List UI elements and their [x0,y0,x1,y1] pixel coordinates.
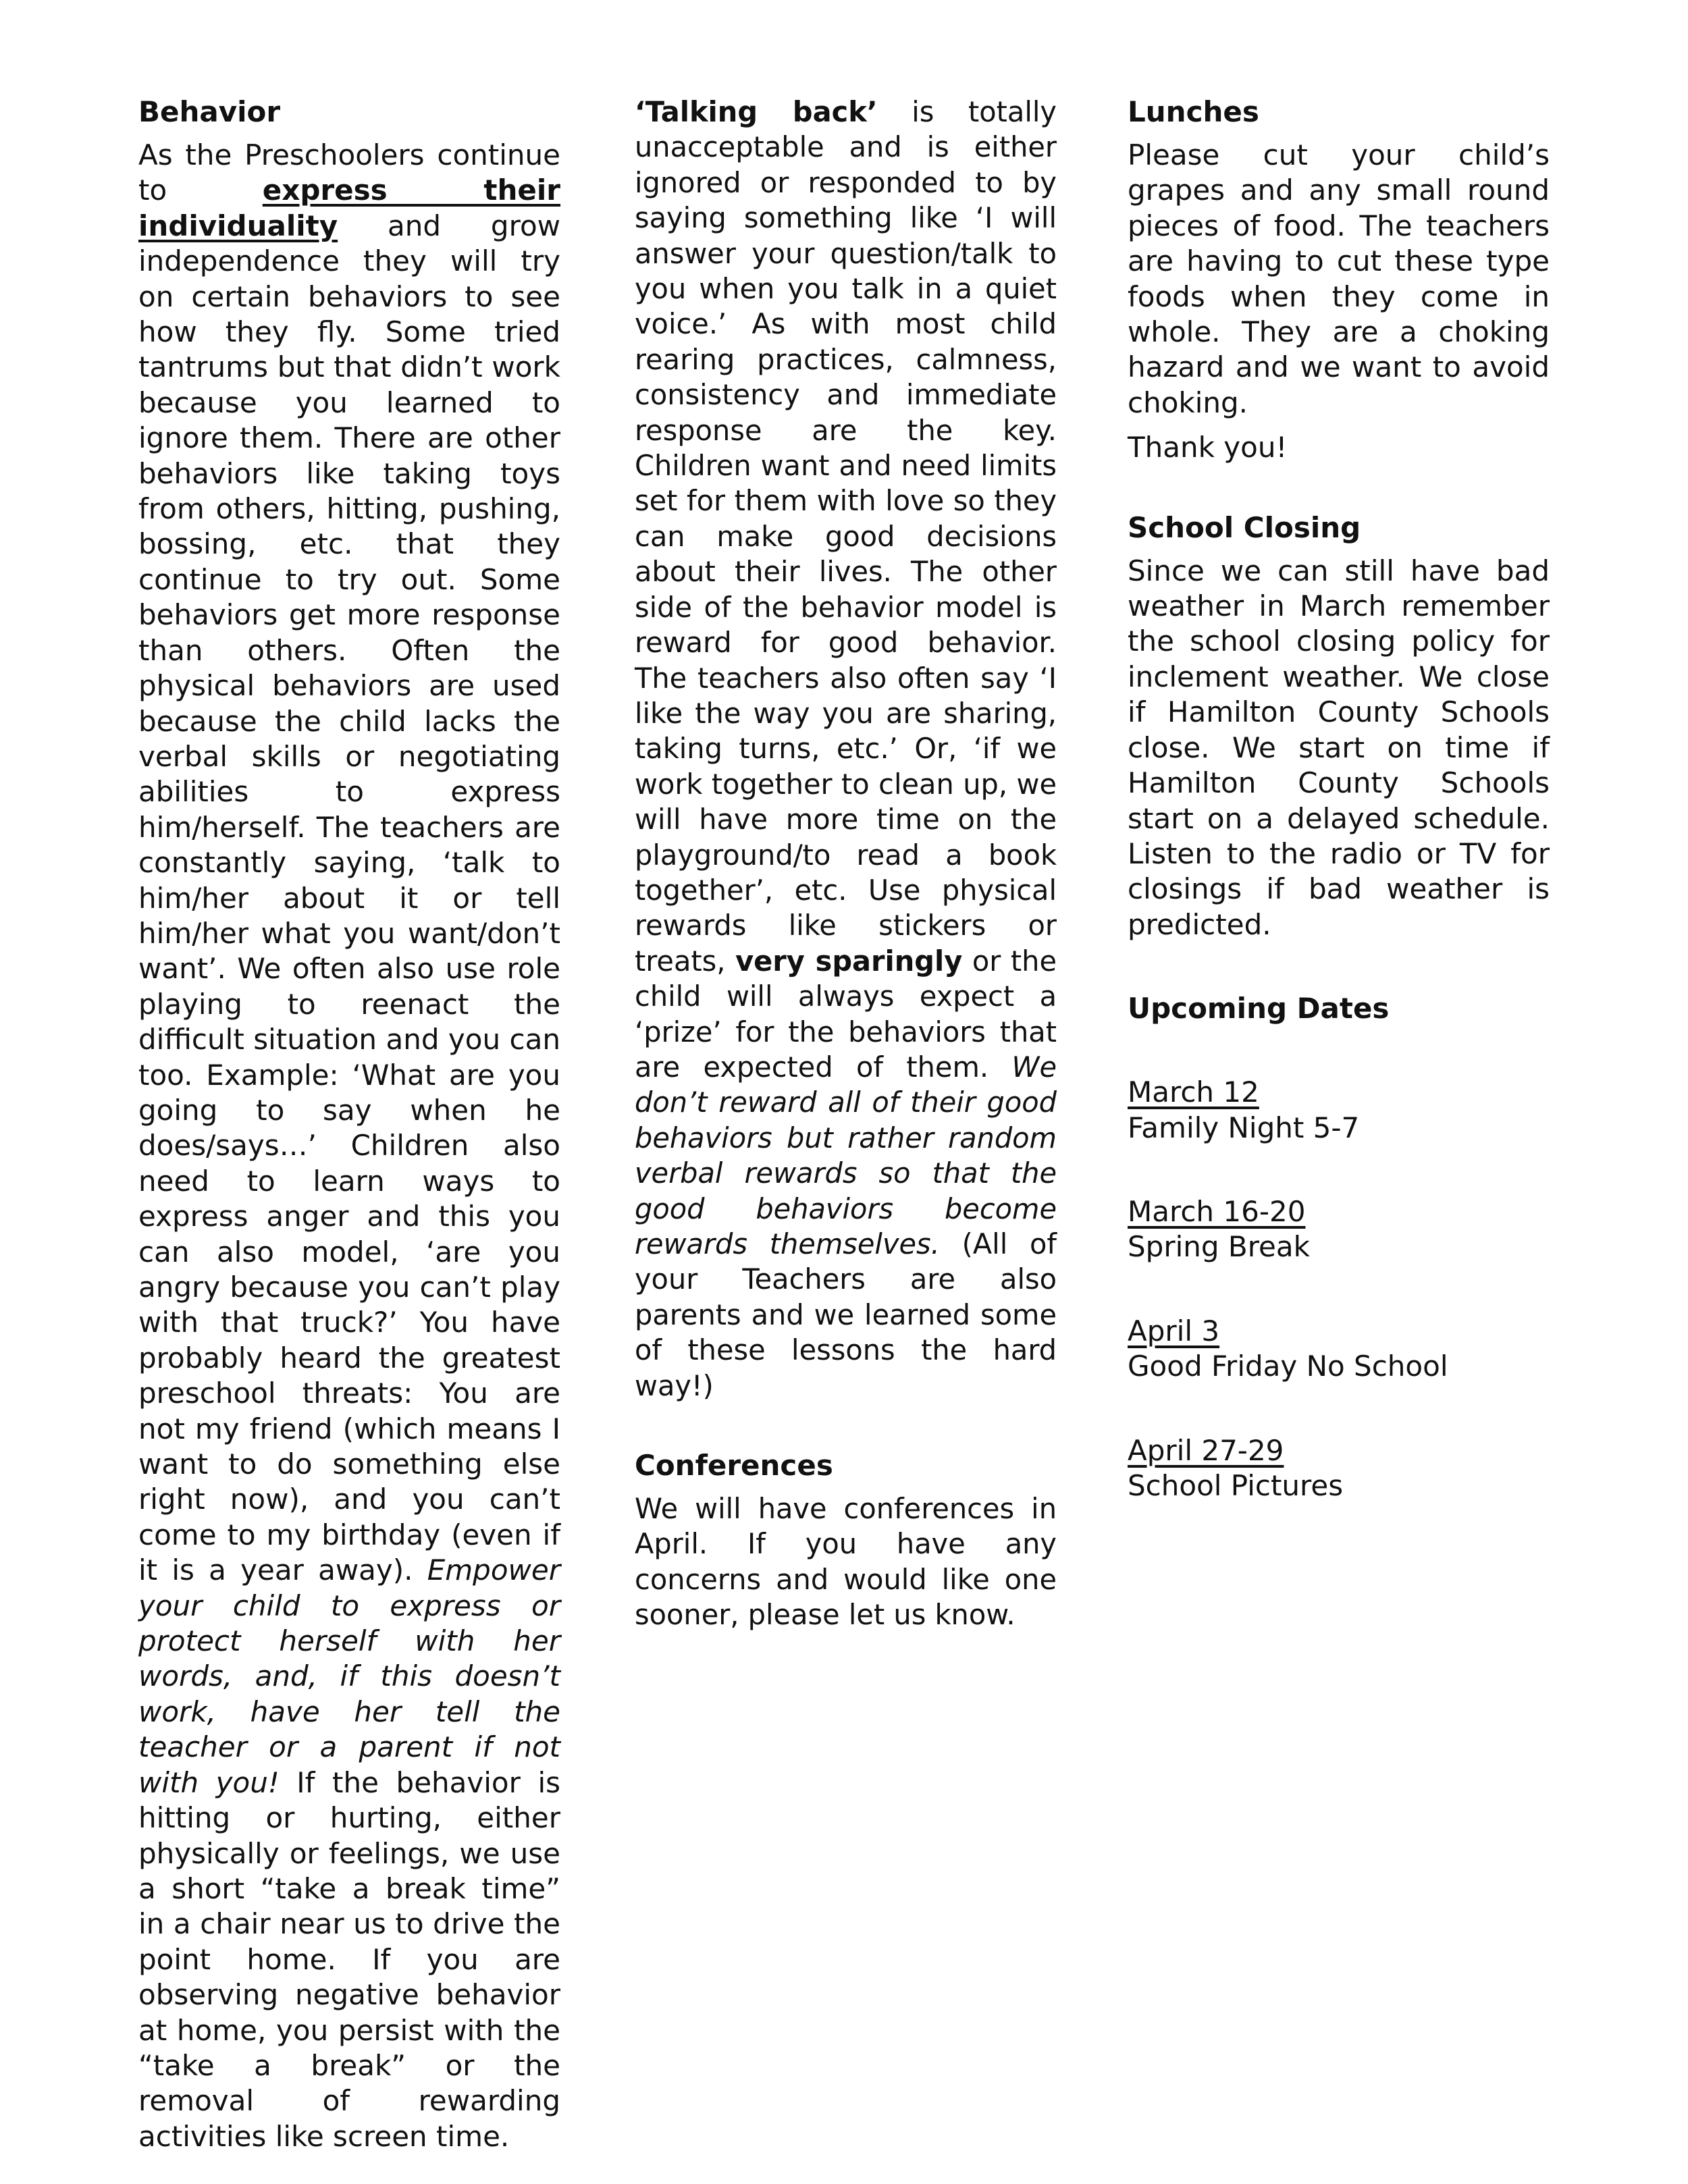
behavior-text-part-2: ‘Talking back’ is totally unacceptable and is either ignored or responded to by saying something like ‘I will answer your question/talk to you when you talk in a quiet voice.’ As with most child rearing practices, calmness, consistency and immediate response are the key. Children want and need limits set for them with love so they can make good decisions about their lives. The other side of the behavior model is reward for good behavior. The teachers also often say ‘I like the way you are sharing, taking turns, etc.’ Or, ‘if we work together to clean up, we will have more time on the playground/to read a book together’, etc. Use physical rewards like stickers or treats, very sparingly or the child will always expect a ‘prize’ for the behaviors that are expected of them. We don’t reward all of their good behaviors but rather random verbal rewards so that the good behaviors become rewards themselves. (All of your Teachers are also parents and we learned some of these lessons the hard way!) [635,95,1057,1402]
very-sparingly-emphasis: very sparingly [735,944,963,978]
date-description: Family Night 5-7 [1128,1111,1360,1144]
column-left [138,95,560,2154]
lunches-thanks: Thank you! [1128,431,1288,464]
date-description: School Pictures [1128,1468,1344,1502]
random-rewards-italic: We don’t reward all of their good behaviors but rather random verbal rewards so that the good behaviors become rewards themselves. [635,1050,1057,1260]
upcoming-date-item [1128,1433,1550,1504]
school-closing-text: Since we can still have bad weather in March remember the school closing policy for inclement weather. We close if Hamilton County Schools close. We start on time if Hamilton County Schools start on a delayed schedule. Listen to the radio or TV for closings if bad weather is predicted. [1128,554,1550,941]
school-closing-heading: School Closing [1128,510,1361,544]
date-description: Good Friday No School [1128,1350,1448,1383]
date-description: Spring Break [1128,1230,1310,1264]
upcoming-date-item [1128,1314,1550,1385]
date-label: April 27-29 [1128,1433,1284,1467]
lunches-heading: Lunches [1128,95,1259,128]
upcoming-date-item [1128,1075,1550,1146]
upcoming-dates-heading: Upcoming Dates [1128,992,1390,1026]
conferences-text: We will have conferences in April. If you have any concerns and would like one sooner, please let us know. [635,1492,1057,1632]
date-label: March 16-20 [1128,1194,1306,1228]
column-right [1128,95,1550,1503]
conferences-heading: Conferences [635,1449,833,1483]
date-label: March 12 [1128,1075,1259,1109]
column-middle [635,95,1057,1633]
upcoming-date-item [1128,1194,1550,1265]
express-individuality-emphasis: express their individuality [138,174,561,242]
date-label: April 3 [1128,1314,1220,1348]
talking-back-emphasis: ‘Talking back’ [635,95,878,128]
behavior-text-part-1: As the Preschoolers continue to express their individuality and grow independence they will try on certain behaviors to see how they fly. Some tried tantrums but that didn’t work because you learned to ignore them. There are other behaviors like taking toys from others, hitting, pushing, bossing, etc. that they continue to try out. Some behaviors get more response than others. Often the physical behaviors are used because the child lacks the verbal skills or negotiating abilities to express him/herself. The teachers are constantly saying, ‘talk to him/her about it or tell him/her what you want/don’t want’. We often also use role playing to reenact the difficult situation and you can too. Example: ‘What are you going to say when he does/says…’ Children also need to learn ways to express anger and this you can also model, ‘are you angry because you can’t play with that truck?’ You have probably heard the greatest preschool threats: You are not my friend (which means I want to do something else right now), and you can’t come to my birthday (even if it is a year away). Empower your child to express or protect herself with her words, and, if this doesn’t work, have her tell the teacher or a parent if not with you! If the behavior is hitting or hurting, either physically or feelings, we use a short “take a break time” in a chair near us to drive the point home. If you are observing negative behavior at home, you persist with the “take a break” or the removal of rewarding activities like screen time. [138,138,561,2153]
behavior-heading: Behavior [138,95,281,128]
lunches-text: Please cut your child’s grapes and any small round pieces of food. The teachers are having to cut these type foods when they come in whole. They are a choking hazard and we want to avoid choking. [1128,138,1550,419]
empower-child-italic: Empower your child to express or protect herself with her words, and, if this doesn’t work, have her tell the teacher or a parent if not with you! [138,1553,560,1799]
